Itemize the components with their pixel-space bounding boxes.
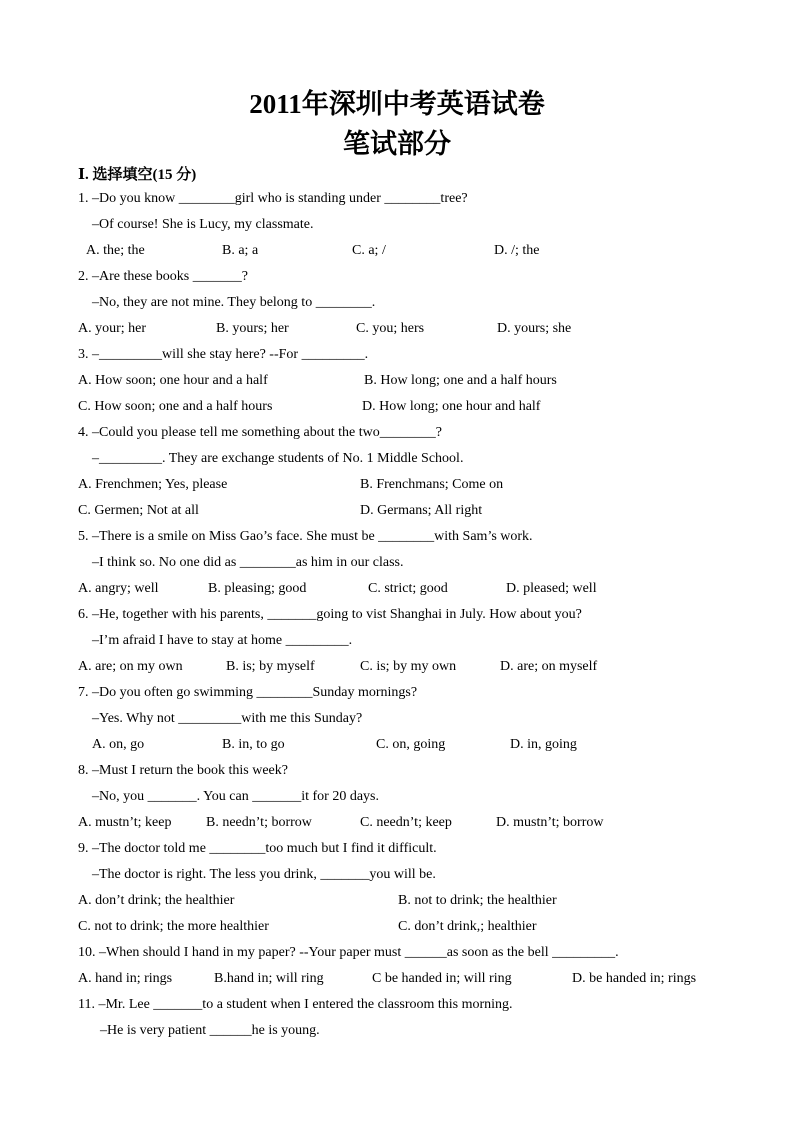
option-3d: D. How long; one hour and half: [362, 399, 541, 414]
option-9c: C. not to drink; the more healthier: [78, 919, 269, 934]
question-7: 7. –Do you often go swimming ________Sunday mornings?: [78, 685, 418, 700]
option-6a: A. are; on my own: [78, 659, 183, 674]
question-7-reply: –Yes. Why not _________with me this Sunday?: [92, 711, 363, 726]
option-4c: C. Germen; Not at all: [78, 503, 199, 518]
option-6c: C. is; by my own: [360, 659, 457, 674]
option-7b: B. in, to go: [222, 737, 285, 752]
option-9a: A. don’t drink; the healthier: [78, 893, 235, 908]
question-2: 2. –Are these books _______?: [78, 269, 248, 284]
question-4-reply: –_________. They are exchange students of No. 1 Middle School.: [92, 451, 464, 466]
option-3b: B. How long; one and a half hours: [364, 373, 557, 388]
option-1d: D. /; the: [494, 243, 540, 258]
question-8: 8. –Must I return the book this week?: [78, 763, 288, 778]
option-4a: A. Frenchmen; Yes, please: [78, 477, 228, 492]
option-2c: C. you; hers: [356, 321, 425, 336]
option-7d: D. in, going: [510, 737, 577, 752]
option-10c: C be handed in; will ring: [372, 971, 512, 986]
option-7a: A. on, go: [92, 737, 145, 752]
option-8d: D. mustn’t; borrow: [496, 815, 604, 830]
option-5d: D. pleased; well: [506, 581, 597, 596]
question-11: 11. –Mr. Lee _______to a student when I entered the classroom this morning.: [78, 997, 513, 1012]
question-1-reply: –Of course! She is Lucy, my classmate.: [92, 217, 314, 232]
option-9d: C. don’t drink,; healthier: [398, 919, 537, 934]
question-6: 6. –He, together with his parents, _______going to vist Shanghai in July. How about you?: [78, 607, 582, 622]
question-6-reply: –I’m afraid I have to stay at home _________.: [92, 633, 353, 648]
question-5: 5. –There is a smile on Miss Gao’s face. She must be ________with Sam’s work.: [78, 529, 533, 544]
question-3: 3. –_________will she stay here? --For _________.: [78, 347, 369, 362]
option-4d: D. Germans; All right: [360, 503, 483, 518]
question-5-reply: –I think so. No one did as ________as him in our class.: [92, 555, 404, 570]
option-4b: B. Frenchmans; Come on: [360, 477, 504, 492]
question-2-reply: –No, they are not mine. They belong to ________.: [92, 295, 376, 310]
option-8c: C. needn’t; keep: [360, 815, 452, 830]
option-6d: D. are; on myself: [500, 659, 598, 674]
option-5a: A. angry; well: [78, 581, 159, 596]
section-heading: Ⅰ. 选择填空(15 分): [78, 167, 197, 183]
question-10: 10. –When should I hand in my paper? --Your paper must ______as soon as the bell _________.: [78, 945, 619, 960]
option-8a: A. mustn’t; keep: [78, 815, 172, 830]
option-2a: A. your; her: [78, 321, 147, 336]
option-1c: C. a; /: [352, 243, 386, 258]
option-1b: B. a; a: [222, 243, 259, 258]
option-3c: C. How soon; one and a half hours: [78, 399, 273, 414]
option-10d: D. be handed in; rings: [572, 971, 697, 986]
option-6b: B. is; by myself: [226, 659, 315, 674]
option-5c: C. strict; good: [368, 581, 448, 596]
question-11-reply: –He is very patient ______he is young.: [100, 1023, 320, 1038]
exam-subtitle: 笔试部分: [343, 129, 451, 159]
option-10b: B.hand in; will ring: [214, 971, 324, 986]
question-9: 9. –The doctor told me ________too much but I find it difficult.: [78, 841, 437, 856]
option-1a: A. the; the: [86, 243, 145, 258]
option-7c: C. on, going: [376, 737, 446, 752]
question-1: 1. –Do you know ________girl who is standing under ________tree?: [78, 191, 468, 206]
option-10a: A. hand in; rings: [78, 971, 173, 986]
option-2b: B. yours; her: [216, 321, 289, 336]
option-2d: D. yours; she: [497, 321, 572, 336]
question-9-reply: –The doctor is right. The less you drink, _______you will be.: [92, 867, 436, 882]
option-9b: B. not to drink; the healthier: [398, 893, 557, 908]
question-4: 4. –Could you please tell me something about the two________?: [78, 425, 442, 440]
option-8b: B. needn’t; borrow: [206, 815, 312, 830]
question-8-reply: –No, you _______. You can _______it for 20 days.: [92, 789, 379, 804]
exam-title: 2011年深圳中考英语试卷: [249, 89, 545, 119]
option-5b: B. pleasing; good: [208, 581, 307, 596]
option-3a: A. How soon; one hour and a half: [78, 373, 268, 388]
